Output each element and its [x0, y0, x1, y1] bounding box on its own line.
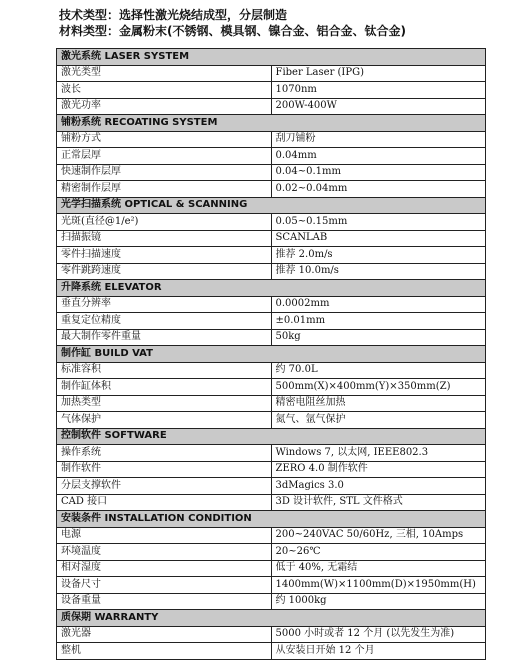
tech-type-line: 技术类型：选择性激光烧结成型，分层制造 — [59, 8, 288, 22]
spec-label: 精密制作层厚 — [57, 181, 272, 198]
spec-value: Fiber Laser (IPG) — [271, 65, 486, 82]
table-row — [57, 214, 486, 231]
spec-label: 快速制作层厚 — [57, 164, 272, 181]
table-row — [57, 329, 486, 346]
spec-label: 零件跳跨速度 — [57, 263, 272, 280]
section-title: 铺粉系统 RECOATING SYSTEM — [57, 115, 486, 132]
spec-label: 标准容积 — [57, 362, 272, 379]
section-header-row — [57, 428, 486, 445]
spec-value: 20~26℃ — [271, 544, 486, 561]
spec-label: 分层支撑软件 — [57, 478, 272, 495]
spec-label: 相对湿度 — [57, 560, 272, 577]
spec-label: 气体保护 — [57, 412, 272, 429]
section-header-row — [57, 610, 486, 627]
intro-block — [59, 7, 406, 39]
table-row — [57, 560, 486, 577]
spec-label: 零件扫描速度 — [57, 247, 272, 264]
section-title: 质保期 WARRANTY — [57, 610, 486, 627]
spec-label: 最大制作零件重量 — [57, 329, 272, 346]
spec-label: 激光类型 — [57, 65, 272, 82]
material-type-line: 材料类型：金属粉末(不锈钢、模具钢、镍合金、铝合金、钛合金) — [59, 24, 406, 38]
spec-value: 5000 小时或者 12 个月 (以先发生为准) — [271, 626, 486, 643]
section-title: 制作缸 BUILD VAT — [57, 346, 486, 363]
table-row — [57, 82, 486, 99]
table-row — [57, 247, 486, 264]
table-row — [57, 445, 486, 462]
table-row — [57, 362, 486, 379]
table-row — [57, 412, 486, 429]
table-row — [57, 296, 486, 313]
spec-label: 铺粉方式 — [57, 131, 272, 148]
section-header-row — [57, 197, 486, 214]
spec-label: 整机 — [57, 643, 272, 660]
spec-value: 推荐 10.0m/s — [271, 263, 486, 280]
spec-value: 氮气、氩气保护 — [271, 412, 486, 429]
table-row — [57, 379, 486, 396]
spec-value: 0.05~0.15mm — [271, 214, 486, 231]
spec-value: 3D 设计软件, STL 文件格式 — [271, 494, 486, 511]
spec-value: 1400mm(W)×1100mm(D)×1950mm(H) — [271, 577, 486, 594]
spec-table-body — [57, 49, 486, 660]
table-row — [57, 593, 486, 610]
spec-label: 电源 — [57, 527, 272, 544]
spec-value: SCANLAB — [271, 230, 486, 247]
spec-value: 1070nm — [271, 82, 486, 99]
spec-value: 3dMagics 3.0 — [271, 478, 486, 495]
spec-label: 重复定位精度 — [57, 313, 272, 330]
spec-value: Windows 7, 以太网, IEEE802.3 — [271, 445, 486, 462]
spec-value: 0.04mm — [271, 148, 486, 165]
spec-label: 加热类型 — [57, 395, 272, 412]
spec-table — [56, 48, 486, 660]
spec-label: 操作系统 — [57, 445, 272, 462]
spec-value: 0.02~0.04mm — [271, 181, 486, 198]
section-title: 控制软件 SOFTWARE — [57, 428, 486, 445]
spec-label: 激光功率 — [57, 98, 272, 115]
table-row — [57, 461, 486, 478]
section-header-row — [57, 346, 486, 363]
spec-label: 环境温度 — [57, 544, 272, 561]
table-row — [57, 148, 486, 165]
spec-label: 波长 — [57, 82, 272, 99]
section-header-row — [57, 115, 486, 132]
spec-value: ±0.01mm — [271, 313, 486, 330]
spec-value: ZERO 4.0 制作软件 — [271, 461, 486, 478]
table-row — [57, 164, 486, 181]
table-row — [57, 230, 486, 247]
table-row — [57, 577, 486, 594]
spec-label: 正常层厚 — [57, 148, 272, 165]
spec-value: 50kg — [271, 329, 486, 346]
table-row — [57, 313, 486, 330]
spec-label: 设备尺寸 — [57, 577, 272, 594]
spec-value: 0.04~0.1mm — [271, 164, 486, 181]
table-row — [57, 544, 486, 561]
spec-value: 500mm(X)×400mm(Y)×350mm(Z) — [271, 379, 486, 396]
table-row — [57, 494, 486, 511]
spec-value: 200~240VAC 50/60Hz, 三相, 10Amps — [271, 527, 486, 544]
spec-value: 推荐 2.0m/s — [271, 247, 486, 264]
spec-label: 激光器 — [57, 626, 272, 643]
table-row — [57, 643, 486, 660]
section-header-row — [57, 49, 486, 66]
section-title: 激光系统 LASER SYSTEM — [57, 49, 486, 66]
section-title: 升降系统 ELEVATOR — [57, 280, 486, 297]
table-row — [57, 263, 486, 280]
section-header-row — [57, 280, 486, 297]
table-row — [57, 98, 486, 115]
section-header-row — [57, 511, 486, 528]
table-row — [57, 626, 486, 643]
table-row — [57, 131, 486, 148]
table-row — [57, 478, 486, 495]
section-title: 安装条件 INSTALLATION CONDITION — [57, 511, 486, 528]
spec-label: 制作软件 — [57, 461, 272, 478]
spec-value: 约 70.0L — [271, 362, 486, 379]
table-row — [57, 65, 486, 82]
spec-value: 低于 40%, 无霜结 — [271, 560, 486, 577]
spec-value: 精密电阻丝加热 — [271, 395, 486, 412]
table-row — [57, 395, 486, 412]
spec-label: 光斑(直径@1/e²) — [57, 214, 272, 231]
table-row — [57, 181, 486, 198]
spec-label: 垂直分辨率 — [57, 296, 272, 313]
spec-value: 约 1000kg — [271, 593, 486, 610]
spec-label: 扫描振镜 — [57, 230, 272, 247]
spec-label: 设备重量 — [57, 593, 272, 610]
spec-value: 刮刀铺粉 — [271, 131, 486, 148]
section-title: 光学扫描系统 OPTICAL & SCANNING — [57, 197, 486, 214]
table-row — [57, 527, 486, 544]
spec-label: 制作缸体积 — [57, 379, 272, 396]
spec-value: 200W-400W — [271, 98, 486, 115]
spec-value: 0.0002mm — [271, 296, 486, 313]
spec-label: CAD 接口 — [57, 494, 272, 511]
spec-value: 从安装日开始 12 个月 — [271, 643, 486, 660]
